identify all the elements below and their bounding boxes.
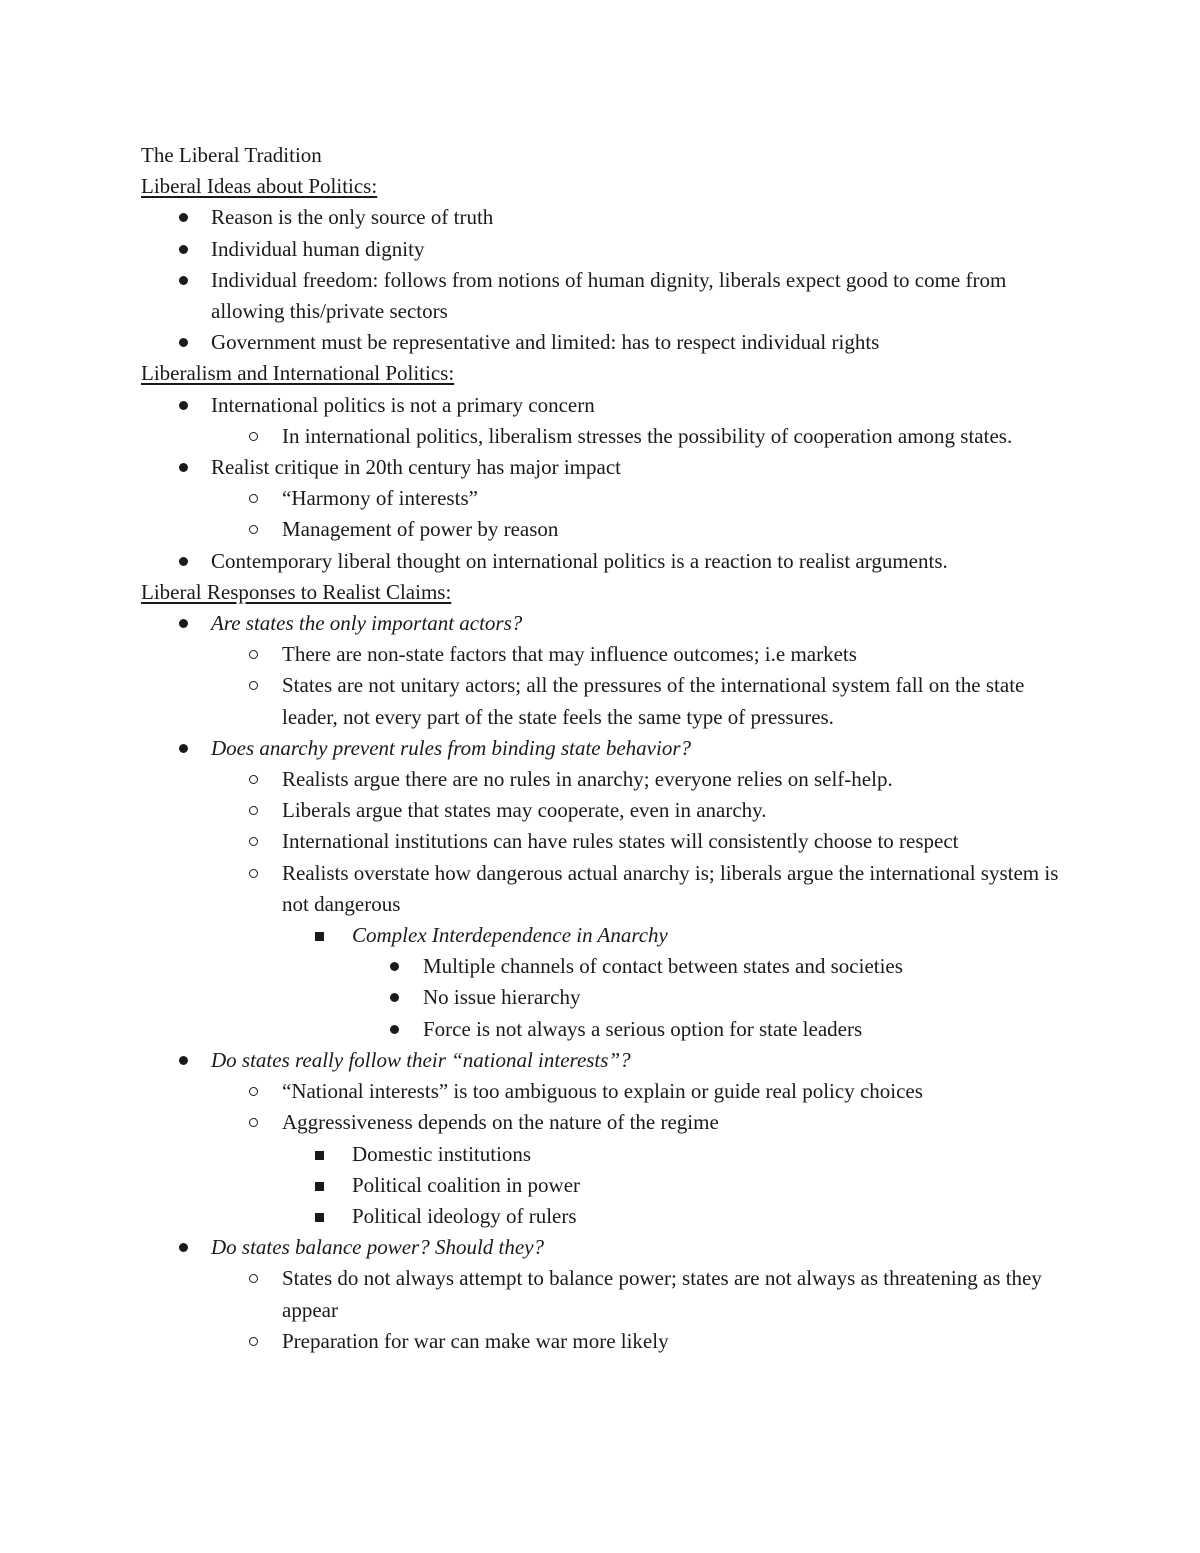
question-text: Do states really follow their “national interests”? (211, 1047, 631, 1072)
level4-list-item (141, 982, 1071, 1013)
level4-list-item (141, 951, 1071, 982)
document-page (141, 140, 1071, 1357)
list-item-text: Individual human dignity (211, 236, 425, 261)
circle-bullet-icon (249, 1076, 258, 1107)
bullet-icon (390, 982, 399, 1013)
section-heading: Liberal Ideas about Politics: (141, 174, 378, 199)
bullet-icon (179, 390, 188, 421)
question-text: Are states the only important actors? (211, 611, 523, 636)
sub-list-item (141, 670, 1071, 732)
bullet-icon (179, 733, 188, 764)
sub-list-item (141, 1326, 1071, 1357)
sub-sub-list-item (141, 1201, 1071, 1232)
square-bullet-icon (315, 920, 324, 951)
section-heading: Liberal Responses to Realist Claims: (141, 579, 452, 604)
circle-bullet-icon (249, 764, 258, 795)
circle-bullet-icon (249, 1107, 258, 1138)
circle-bullet-icon (249, 826, 258, 857)
circle-bullet-icon (249, 1326, 258, 1357)
sub-list-item-text: States do not always attempt to balance power; states are not always as threatening as they appear (282, 1266, 1042, 1322)
circle-bullet-icon (249, 1263, 258, 1294)
sub-list-item-text: In international politics, liberalism stresses the possibility of cooperation among states. (282, 423, 1013, 448)
list-item (141, 452, 1071, 483)
sub-list-item-text: Realists overstate how dangerous actual anarchy is; liberals argue the international system is not dangerous (282, 860, 1059, 916)
sub-sub-list-item (141, 1139, 1071, 1170)
circle-bullet-icon (249, 858, 258, 889)
bullet-list (141, 202, 1071, 358)
question-text: Do states balance power? Should they? (211, 1235, 545, 1260)
sub-list-item-text: Preparation for war can make war more likely (282, 1328, 669, 1353)
sub-list-item-text: Realists argue there are no rules in anarchy; everyone relies on self-help. (282, 767, 893, 792)
list-item-text: International politics is not a primary concern (211, 392, 595, 417)
bullet-icon (179, 265, 188, 296)
sub-list-item (141, 639, 1071, 670)
sub-list-item (141, 764, 1071, 795)
sub-list-item (141, 421, 1071, 452)
list-item (141, 1045, 1071, 1076)
level4-list-item-text: Multiple channels of contact between states and societies (423, 954, 903, 979)
list-item (141, 608, 1071, 639)
square-bullet-icon (315, 1201, 324, 1232)
sub-sub-list-item (141, 920, 1071, 951)
sub-list-item (141, 858, 1071, 920)
bullet-icon (179, 234, 188, 265)
list-item (141, 327, 1071, 358)
list-item-text: Contemporary liberal thought on international politics is a reaction to realist arguments. (211, 548, 948, 573)
section-heading: Liberalism and International Politics: (141, 361, 455, 386)
sub-list-item-text: There are non-state factors that may influence outcomes; i.e markets (282, 642, 857, 667)
list-item-text: Government must be representative and limited: has to respect individual rights (211, 330, 880, 355)
sub-list-item (141, 1263, 1071, 1325)
bullet-icon (390, 1014, 399, 1045)
sub-list-item-text: “National interests” is too ambiguous to explain or guide real policy choices (282, 1079, 923, 1104)
question-text: Does anarchy prevent rules from binding state behavior? (211, 735, 692, 760)
list-item (141, 265, 1071, 327)
sub-list-item-text: International institutions can have rules states will consistently choose to respect (282, 829, 959, 854)
bullet-list (141, 390, 1071, 577)
sub-sub-list-item-text: Complex Interdependence in Anarchy (352, 923, 668, 948)
bullet-icon (179, 608, 188, 639)
sub-list-item-text: Liberals argue that states may cooperate, even in anarchy. (282, 798, 767, 823)
sub-list-item-text: States are not unitary actors; all the pressures of the international system fall on the state leader, not every part of the state feels the same type of pressures. (282, 673, 1025, 729)
sub-list-item (141, 1076, 1071, 1107)
level4-list-item (141, 1014, 1071, 1045)
list-item (141, 390, 1071, 421)
sub-list-item (141, 514, 1071, 545)
sub-list-item-text: Aggressiveness depends on the nature of the regime (282, 1110, 719, 1135)
sub-list-item (141, 483, 1071, 514)
sub-sub-list-item-text: Domestic institutions (352, 1141, 532, 1166)
bullet-list (141, 608, 1071, 1357)
sub-sub-list-item-text: Political coalition in power (352, 1172, 581, 1197)
square-bullet-icon (315, 1170, 324, 1201)
bullet-icon (179, 452, 188, 483)
list-item (141, 234, 1071, 265)
list-item-text: Reason is the only source of truth (211, 205, 494, 230)
sub-list-item (141, 1107, 1071, 1138)
level4-list-item-text: Force is not always a serious option for state leaders (423, 1016, 863, 1041)
bullet-icon (179, 327, 188, 358)
circle-bullet-icon (249, 639, 258, 670)
list-item-text: Realist critique in 20th century has major impact (211, 455, 621, 480)
bullet-icon (179, 1232, 188, 1263)
sub-list-item (141, 795, 1071, 826)
list-item (141, 733, 1071, 764)
circle-bullet-icon (249, 421, 258, 452)
sub-sub-list-item (141, 1170, 1071, 1201)
document-title: The Liberal Tradition (141, 143, 322, 167)
circle-bullet-icon (249, 795, 258, 826)
bullet-icon (179, 202, 188, 233)
circle-bullet-icon (249, 670, 258, 701)
sub-sub-list-item-text: Political ideology of rulers (352, 1203, 577, 1228)
square-bullet-icon (315, 1139, 324, 1170)
list-item (141, 546, 1071, 577)
sub-list-item (141, 826, 1071, 857)
bullet-icon (179, 546, 188, 577)
level4-list-item-text: No issue hierarchy (423, 985, 581, 1010)
circle-bullet-icon (249, 514, 258, 545)
sub-list-item-text: Management of power by reason (282, 517, 559, 542)
list-item-text: Individual freedom: follows from notions of human dignity, liberals expect good to come from allowing this/private sectors (211, 267, 1007, 324)
list-item (141, 202, 1071, 233)
list-item (141, 1232, 1071, 1263)
circle-bullet-icon (249, 483, 258, 514)
bullet-icon (179, 1045, 188, 1076)
bullet-icon (390, 951, 399, 982)
sub-list-item-text: “Harmony of interests” (282, 486, 478, 511)
